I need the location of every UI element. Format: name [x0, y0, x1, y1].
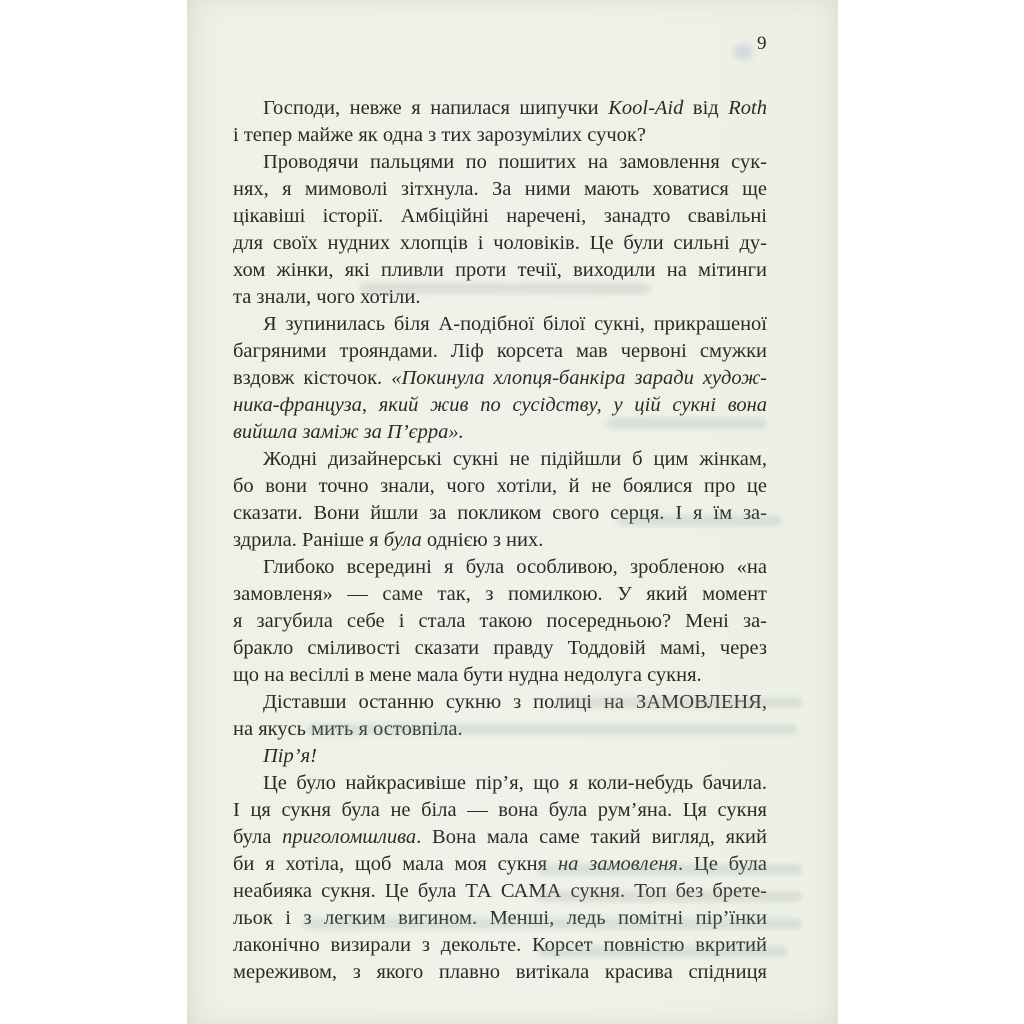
paragraph — [233, 446, 767, 554]
text-line: Діставши останню сукню з полиці на ЗАМОВЛЕНЯ, — [263, 691, 767, 713]
text-line: ника-француза, який жив по сусідству, у цій сукні вона — [233, 394, 767, 416]
text-line: здрила. Раніше я була однією з них. — [233, 529, 544, 551]
book-page — [187, 0, 838, 1024]
text-line: Я зупинилась біля А-подібної білої сукні, прикрашеної — [263, 313, 767, 335]
text-line: замовленя» — саме так, з помилкою. У який момент — [233, 583, 767, 605]
text-line: я загубила себе і стала такою посередньою? Мені за- — [233, 610, 767, 632]
text-line: неабияка сукня. Це була ТА САМА сукня. Топ без брете- — [233, 880, 767, 902]
text-line: Господи, невже я напилася шипучки Kool-Aid від Roth — [263, 97, 767, 119]
text-line: що на весіллі в мене мала бути нудна недолуга сукня. — [233, 664, 702, 686]
text-line: мереживом, з якого плавно витікала красива спідниця — [233, 961, 767, 983]
text-line: була приголомшлива. Вона мала саме такий вигляд, який — [233, 826, 767, 848]
text-line: Пір’я! — [263, 745, 317, 767]
text-line: лаконічно визирали з декольте. Корсет повністю вкритий — [233, 934, 767, 956]
text-line: вздовж кісточок. «Покинула хлопця-банкіра заради худож- — [233, 367, 767, 389]
text-line: Проводячи пальцями по пошитих на замовлення сук- — [263, 151, 767, 173]
paragraph — [233, 149, 767, 311]
text-line: та знали, чого хотіли. — [233, 286, 421, 308]
text-line: би я хотіла, щоб мала моя сукня на замовленя. Це була — [233, 853, 767, 875]
text-line: Жодні дизайнерські сукні не підійшли б цим жінкам, — [263, 448, 767, 470]
text-line: багряними трояндами. Ліф корсета мав червоні смужки — [233, 340, 767, 362]
text-line: хом жінки, які пливли проти течії, виходили на мітинги — [233, 259, 767, 281]
paragraph — [233, 95, 767, 149]
paragraph — [233, 743, 767, 770]
text-line: І ця сукня була не біла — вона була рум’яна. Ця сукня — [233, 799, 767, 821]
text-line: нях, я мимоволі зітхнула. За ними мають ховатися ще — [233, 178, 767, 200]
text-line: цікавіші історії. Амбіційні наречені, занадто свавільні — [233, 205, 767, 227]
text-line: сказати. Вони йшли за покликом свого серця. І я їм за- — [233, 502, 767, 524]
text-block — [233, 95, 767, 986]
text-line: Глибоко всередині я була особливою, зробленою «на — [263, 556, 767, 578]
text-line: на якусь мить я остовпіла. — [233, 718, 463, 740]
text-line: бракло сміливості сказати правду Тоддовій мамі, через — [233, 637, 767, 659]
text-line: вийшла заміж за П’єрра». — [233, 421, 464, 443]
paragraph — [233, 554, 767, 689]
text-line: для своїх нудних хлопців і чоловіків. Це були сильні ду- — [233, 232, 767, 254]
paragraph — [233, 689, 767, 743]
text-line: і тепер майже як одна з тих зарозумілих сучок? — [233, 124, 646, 146]
page-number: 9 — [757, 33, 767, 54]
text-line: Це було найкрасивіше пір’я, що я коли-небудь бачила. — [263, 772, 767, 794]
text-line: льок і з легким вигином. Менші, ледь помітні пір’їнки — [233, 907, 767, 929]
paragraph — [233, 311, 767, 446]
text-line: бо вони точно знали, чого хотіли, й не боялися про це — [233, 475, 767, 497]
paragraph — [233, 770, 767, 986]
